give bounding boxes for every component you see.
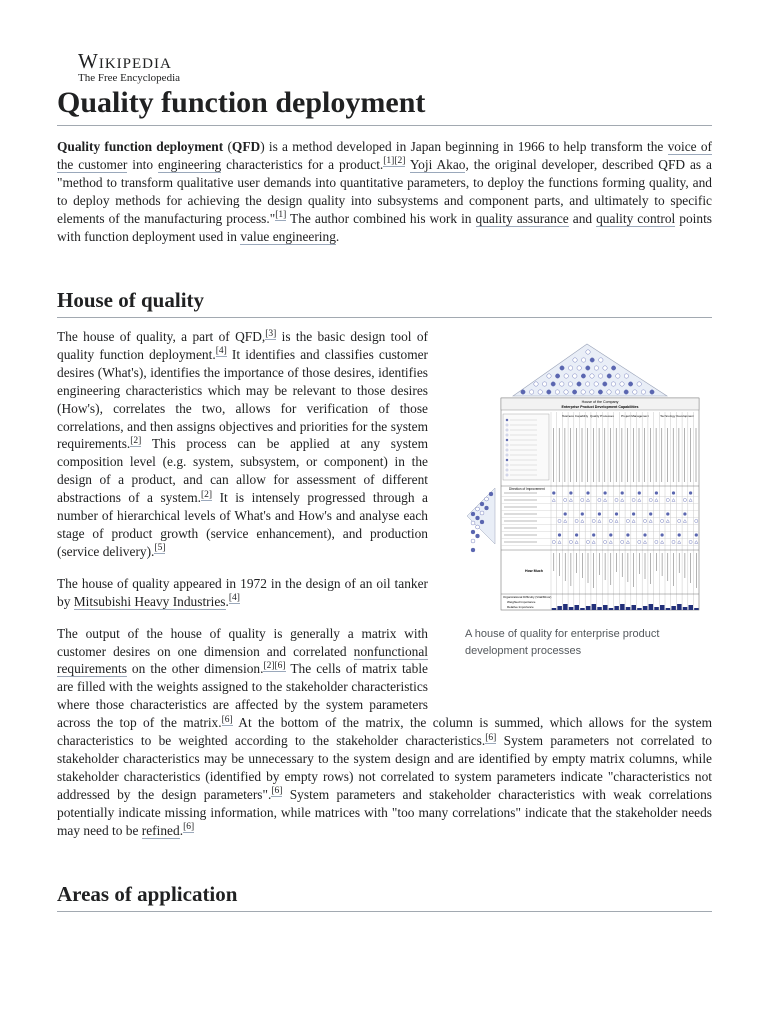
roof-correlation-mark [616, 374, 620, 378]
legend-symbol [506, 429, 508, 431]
ref-2[interactable]: [2] [130, 435, 142, 446]
roof-correlation-mark [620, 382, 624, 386]
group-label: Technology Development [660, 414, 694, 418]
left-correlation-mark [471, 539, 475, 543]
logo-tagline: The Free Encyclopedia [78, 72, 181, 84]
left-correlation-mark [471, 530, 475, 534]
roof-correlation-mark [628, 382, 632, 386]
bottom-row: Weighted Importance [507, 600, 536, 604]
bottom-row: Organizational Difficulty (Vital/Minor) [503, 595, 552, 599]
section-heading-areas-of-application: Areas of application [57, 880, 712, 912]
left-correlation-mark [476, 516, 480, 520]
relative-importance-bar [592, 604, 597, 610]
roof-correlation-mark [590, 358, 594, 362]
link-voice-of-customer[interactable]: voice of the customer [57, 139, 713, 172]
matrix-header-2: Enterprise Product Development Capabilities [561, 405, 639, 409]
roof-correlation-mark [594, 382, 598, 386]
relative-importance-bar [552, 608, 557, 610]
text: System parameters not correlated to stakeholder characteristics may be unnecessary to the system design and are identified by empty matrix columns, while stakeholder characteristics (identified by empty rows) not correlated to system parameters indicate "characteristics not addressed by the design parameters". [57, 733, 712, 802]
roof-correlation-mark [581, 390, 585, 394]
roof-correlation-mark [586, 366, 590, 370]
intro-text: ( [223, 139, 232, 154]
term-abbrev: QFD [231, 139, 261, 154]
relative-importance-bar [637, 608, 642, 610]
roof-correlation-mark [547, 374, 551, 378]
strong-relationship-mark [575, 533, 578, 536]
relative-importance-bar [689, 605, 694, 610]
strong-relationship-mark [643, 533, 646, 536]
strong-relationship-mark [638, 491, 641, 494]
ref-6[interactable]: [6] [183, 822, 195, 833]
roof-correlation-mark [542, 382, 546, 386]
relative-importance-bar [609, 608, 614, 610]
bottom-row: Relative Importance [507, 605, 534, 609]
strong-relationship-mark [661, 533, 664, 536]
group-label: Quality Processes [589, 414, 615, 418]
text: This process can be applied at any system composition level (e.g. system, subsystem, or component) in the design of a product, and can allow for assessment of different abstractions of a system. [57, 436, 428, 506]
strong-relationship-mark [632, 512, 635, 515]
group-label: Project Management [621, 414, 649, 418]
roof-correlation-mark [538, 390, 542, 394]
legend-symbol [506, 464, 508, 466]
roof-correlation-mark [581, 374, 585, 378]
strong-relationship-mark [558, 533, 561, 536]
text: . [225, 593, 229, 609]
relative-importance-bar [597, 607, 602, 610]
relative-importance-bar [666, 608, 671, 610]
legend-symbol [506, 434, 508, 436]
intro-text: characteristics for a product. [221, 156, 384, 172]
relative-importance-bar [632, 605, 637, 610]
intro-text: . [335, 228, 340, 244]
strong-relationship-mark [586, 491, 589, 494]
roof-correlation-mark [586, 350, 590, 354]
left-correlation-mark [471, 521, 475, 525]
wikipedia-logo[interactable] [78, 50, 180, 85]
intro-text: ) is a method developed in Japan beginning in 1966 to help transform the [260, 139, 668, 154]
intro-text: points with function deployment used in [57, 210, 712, 244]
text: The cells of matrix table are filled with the weights assigned to the stakeholder characteristics where those characteristics are affected by the system parameters across the top of the matrix. [57, 661, 428, 731]
left-correlation-mark [485, 506, 489, 510]
legend-symbol [506, 459, 508, 461]
roof-correlation-mark [564, 390, 568, 394]
relative-importance-bar [660, 605, 665, 610]
relative-importance-bar [614, 606, 619, 610]
text: It identifies and classifies customer desires (What's), identifies the importance of those desires, identifies engineering characteristics which may be relevant to those desires (How's), correlates the two, allows for verification of those correlations, and then assigns objectives and priorities for the system requirements. [57, 346, 429, 452]
ref-2[interactable]: [2] [263, 660, 275, 671]
legend-symbol [506, 439, 508, 441]
intro-text: into [127, 156, 159, 172]
intro-text: , the original developer, described QFD as a "method to transform qualitative user demands into quantitative parameters, to deploy the functions forming quality, and to deploy methods for achieving the design quality into subsystems and component parts, and ultimately to specific elements of the manufacturing process." [57, 156, 712, 226]
text: The house of quality appeared in 1972 in the design of an oil tanker by [57, 575, 428, 609]
roof-correlation-mark [573, 374, 577, 378]
relative-importance-bar [649, 604, 654, 610]
roof-correlation-mark [590, 390, 594, 394]
left-correlation-mark [476, 507, 480, 511]
link-yoji-akao[interactable]: Yoji Akao [409, 156, 466, 172]
strong-relationship-mark [615, 512, 618, 515]
roof-correlation-mark [637, 382, 641, 386]
ref-1[interactable]: [1] [275, 210, 287, 221]
figure-caption: A house of quality for enterprise product development processes [465, 628, 660, 657]
relative-importance-bar [643, 606, 648, 610]
group-label: Business Capability [561, 414, 589, 418]
ref-3[interactable]: [3] [265, 328, 277, 339]
how-much-label: How Much [525, 569, 543, 573]
ref-6[interactable]: [6] [271, 786, 283, 797]
strong-relationship-mark [569, 491, 572, 494]
roof-correlation-mark [624, 374, 628, 378]
link-nonfunctional-requirements[interactable]: nonfunctional requirements [57, 643, 428, 677]
relative-importance-bar [677, 604, 682, 610]
house-of-quality-figure [454, 328, 712, 696]
strong-relationship-mark [678, 533, 681, 536]
roof-correlation-mark [650, 390, 654, 394]
relative-importance-bar [586, 606, 591, 610]
strong-relationship-mark [564, 512, 567, 515]
strong-relationship-mark [552, 491, 555, 494]
strong-relationship-mark [621, 491, 624, 494]
strong-relationship-mark [666, 512, 669, 515]
legend-symbol [506, 474, 508, 476]
legend-symbol [506, 469, 508, 471]
relative-importance-bar [557, 606, 562, 610]
roof-correlation-mark [594, 366, 598, 370]
relative-importance-bar [569, 607, 574, 610]
roof-correlation-mark [534, 382, 538, 386]
left-correlation-mark [480, 511, 484, 515]
intro-paragraph [57, 138, 712, 245]
ref-6[interactable]: [6] [221, 714, 233, 725]
roof-correlation-mark [611, 382, 615, 386]
left-correlation-mark [480, 520, 484, 524]
link-quality-assurance[interactable]: quality assurance [475, 210, 569, 226]
ref-6[interactable]: [6] [274, 660, 286, 671]
row-header: Direction of Improvement [509, 487, 545, 491]
text: The output of the house of quality is generally a matrix with customer desires on one dimension and correlated [57, 625, 428, 659]
relative-importance-bar [654, 607, 659, 610]
relative-importance-bar [694, 608, 699, 610]
ref-4[interactable]: [4] [228, 593, 240, 604]
roof-correlation-mark [615, 390, 619, 394]
roof-correlation-mark [585, 382, 589, 386]
roof-correlation-mark [560, 366, 564, 370]
roof-correlation-mark [641, 390, 645, 394]
ref-2[interactable]: [2] [394, 156, 406, 167]
roof-correlation-mark [598, 390, 602, 394]
ref-6[interactable]: [6] [485, 732, 497, 743]
strong-relationship-mark [649, 512, 652, 515]
roof-correlation-mark [551, 382, 555, 386]
text: System parameters and stakeholder characteristics with weak correlations potentially indicate missing information, while matrices with "too many correlations" indicate that the stakeholder needs may need to be [57, 786, 712, 838]
roof-correlation-mark [560, 382, 564, 386]
roof-correlation-mark [573, 358, 577, 362]
strong-relationship-mark [655, 491, 658, 494]
roof-correlation-mark [607, 374, 611, 378]
roof-correlation-mark [572, 390, 576, 394]
text: It is intensely progressed through a number of hierarchical levels of What's and How's and analyse each stage of product growth (service enhancement), and production (service delivery). [57, 490, 428, 559]
relative-importance-bar [603, 605, 608, 610]
strong-relationship-mark [609, 533, 612, 536]
roof-correlation-mark [529, 390, 533, 394]
relative-importance-bar [683, 607, 688, 610]
roof-correlation-mark [633, 390, 637, 394]
text: . [179, 822, 184, 838]
roof-correlation-mark [581, 358, 585, 362]
text: The house of quality, a part of QFD, [57, 329, 266, 344]
text: is the basic design tool of quality function deployment. [57, 329, 428, 362]
left-correlation-mark [476, 525, 480, 529]
ref-1[interactable]: [1] [383, 156, 395, 167]
matrix-header-1: House of the Company [581, 400, 619, 404]
link-engineering[interactable]: engineering [158, 156, 222, 172]
left-correlation-mark [485, 497, 489, 501]
relative-importance-bar [580, 608, 585, 610]
legend-symbol [506, 454, 508, 456]
roof-correlation-mark [521, 390, 525, 394]
left-correlation-mark [471, 512, 475, 516]
house-of-quality-section [57, 328, 712, 853]
roof-correlation-mark [555, 374, 559, 378]
relative-importance-bar [626, 607, 631, 610]
legend-symbol [506, 444, 508, 446]
roof-correlation-mark [564, 374, 568, 378]
roof-correlation-mark [577, 366, 581, 370]
strong-relationship-mark [626, 533, 629, 536]
roof-correlation-mark [577, 382, 581, 386]
roof-correlation-mark [607, 390, 611, 394]
intro-text: and [568, 210, 597, 226]
strong-relationship-mark [695, 533, 698, 536]
relative-importance-bar [575, 605, 580, 610]
intro-text: The author combined his work in [286, 210, 476, 226]
ref-4[interactable]: [4] [215, 346, 227, 357]
roof-correlation-mark [624, 390, 628, 394]
strong-relationship-mark [604, 491, 607, 494]
roof-correlation-mark [555, 390, 559, 394]
roof-correlation-mark [590, 374, 594, 378]
term-bold: Quality function deployment [57, 139, 224, 154]
roof-correlation-mark [568, 382, 572, 386]
link-mitsubishi-heavy-industries[interactable]: Mitsubishi Heavy Industries [73, 593, 226, 609]
roof-correlation-mark [568, 366, 572, 370]
link-refined[interactable]: refined [141, 822, 180, 838]
strong-relationship-mark [683, 512, 686, 515]
ref-5[interactable]: [5] [154, 543, 166, 554]
ref-2[interactable]: [2] [201, 489, 213, 500]
logo-wordmark: Wikipedia [78, 49, 172, 73]
roof-correlation-mark [547, 390, 551, 394]
house-of-quality-diagram[interactable] [467, 338, 701, 620]
left-correlation-mark [476, 534, 480, 538]
legend-symbol [506, 419, 508, 421]
roof-correlation-mark [603, 382, 607, 386]
left-correlation-mark [489, 492, 493, 496]
section-heading-house-of-quality: House of quality [57, 286, 712, 318]
strong-relationship-mark [598, 512, 601, 515]
strong-relationship-mark [581, 512, 584, 515]
strong-relationship-mark [592, 533, 595, 536]
text: At the bottom of the matrix, the column is summed, which allows for the system characteristics to be weighted according to the stakeholder characteristics. [57, 715, 712, 749]
relative-importance-bar [671, 606, 676, 610]
legend-symbol [506, 449, 508, 451]
roof-correlation-mark [598, 374, 602, 378]
left-correlation-mark [480, 502, 484, 506]
relative-importance-bar [563, 604, 568, 610]
text: on the other dimension. [126, 661, 264, 677]
relative-importance-bar [620, 604, 625, 610]
strong-relationship-mark [689, 491, 692, 494]
link-quality-control[interactable]: quality control [596, 210, 676, 226]
roof-correlation-mark [603, 366, 607, 370]
legend-symbol [506, 424, 508, 426]
link-value-engineering[interactable]: value engineering [240, 228, 336, 244]
left-correlation-mark [471, 548, 475, 552]
roof-correlation-mark [599, 358, 603, 362]
page-title: Quality function deployment [57, 84, 712, 126]
strong-relationship-mark [672, 491, 675, 494]
roof-correlation-mark [611, 366, 615, 370]
